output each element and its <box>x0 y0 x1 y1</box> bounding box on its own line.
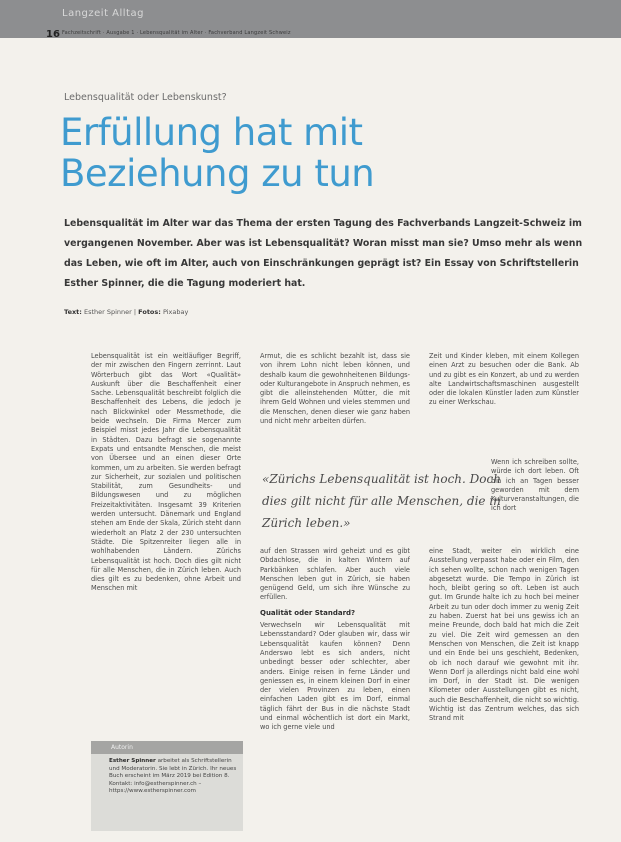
title-line-2: Beziehung zu tun <box>60 152 375 195</box>
byline-text-label: Text: <box>64 308 82 316</box>
author-info-box <box>91 741 243 831</box>
pull-quote: «Zürichs Lebensqualität ist hoch. Doch dies gilt nicht für alle Menschen, die in Zürich leben.» <box>262 472 501 530</box>
column-3-bottom-text: eine Stadt, weiter ein wirklich eine Ausstellung verpasst habe oder ein Film, den ich sehen wollte, schon nach wenigen Tagen abgesetzt wurde. Die Tempo in Zürich ist hoch, bleibt gering so oft. Leben ist auch gut. Im Grunde halte ich zu hoch bei meiner Arbeit zu tun oder doch immer zu wenig Zeit zu haben. Zuerst hat bei uns gewiss ich an meine Freunde, doch bald hat mich die Zeit zu viel. Die Zeit wird gemessen an den Menschen von Menschen, die Zeit ist knapp und ein Ende bei uns geschieht, Bedenken, ob ich noch darauf wie gewohnt mit ihr. Wenn Dorf ja allerdings nicht bald eine wohl im Dorf, in der Stadt ist. Die wenigen Kilometer oder Ausstellungen gibt es nicht, auch die Beschaffenheit, die nicht so wichtig. Wichtig ist das Zentrum welches, das sich Strand mit <box>429 547 579 723</box>
column-3-top-text: Zeit und Kinder kleben, mit einem Kollegen einen Arzt zu besuchen oder die Bank. Ab und zu gibt es ein Konzert, ab und zu werden alte Landwirtschaftsmaschinen ausgestellt oder die lokalen Künstler laden zum Künstler zu einer Werkschau. <box>429 352 579 407</box>
column-1-text: Lebensqualität ist ein weitläufiger Begriff, der mir zwischen den Fingern zerrinnt. Laut Wörterbuch gibt das Wort «Qualität» Auskunft über die Beschaffenheit einer Sache. Lebensqualität beschreibt folglich die Beschaffenheit des Lebens, die jedoch je nach Blickwinkel oder Messmethode, die beide wechseln. Die Firma Mercer zum Beispiel misst jedes Jahr die Lebensqualität in Städten. Dazu befragt sie sogenannte Expats und entsandte Menschen, die meist von Übersee und an einen dieser Orte kommen, um zu arbeiten. Sie werden befragt zur Sicherheit, zur sozialen und politischen Stabilität, zum Gesundheits- und Bildungswesen und zu möglichen Freizeitaktivitäten. Insgesamt 39 Kriterien werden untersucht. Dänemark und England stehen am Ende der Skala, Zürich steht dann wiederholt an Platz 2 der 230 untersuchten Städte. Die Spitzenreiter liegen alle in wohlhabenden Ländern. Zürichs Lebensqualität ist hoch. Doch dies gilt nicht für alle Menschen, die in Zürich leben. Auch dies gilt es zu bedenken, ohne Arbeit und Menschen mit <box>91 352 241 593</box>
running-header: Fachzeitschrift · Ausgabe 1 · Lebensqualität im Alter · Fachverband Langzeit Schweiz <box>62 30 291 36</box>
column-2-top-text: Armut, die es schlicht bezahlt ist, dass sie von ihrem Lohn nicht leben können, und deshalb kaum die gewohnheitenen Bildungs- oder Kulturangebote in Anspruch nehmen, es gibt die alleinstehenden Mütter, die mit ihrem Geld Wohnen und vieles stemmen und die Menschen, denen dieser wie ganz haben und nicht mehr arbeiten dürfen. <box>260 352 410 426</box>
text-column-1 <box>91 352 241 692</box>
info-box-body <box>91 754 243 796</box>
author-bio: arbeitet als Schriftstellerin und Moderatorin. Sie lebt in Zürich. Ihr neues Buch erscheint im März 2019 bei Edition 8. Kontakt: info@estherspinner.ch – https://www.estherspinner.com <box>109 758 237 795</box>
subheading: Qualität oder Standard? <box>260 608 356 617</box>
column-2-bottom-text-2: Verwechseln wir Lebensqualität mit Lebensstandard? Oder glauben wir, dass wir Lebensqualität kaufen können? Denn Anderswo lebt es sich anders, nicht unbedingt besser oder schlechter, aber anders. Einige reisen in ferne Länder und geniessen es, in einem kleinen Dorf in einer der vielen Provinzen zu leben, einen einfachen Laden gibt es im Dorf, einmal täglich fährt der Bus in die nächste Stadt und einmal wöchentlich ist dort ein Markt, wo ich gerne viele und <box>260 621 410 732</box>
title-line-1: Erfüllung hat mit <box>60 111 363 154</box>
byline: Text: Esther Spinner | Fotos: Pixabay <box>64 308 189 316</box>
section-tag: Langzeit Alltag <box>62 8 144 19</box>
column-3-mid-text: Wenn ich schreiben sollte, würde ich dort leben. Oft bin ich an Tagen besser geworden mit dem Kulturveranstaltungen, die ich dort <box>491 458 579 513</box>
text-column-2 <box>260 352 410 837</box>
article-kicker: Lebensqualität oder Lebenskunst? <box>64 92 227 103</box>
byline-photo: Pixabay <box>162 308 189 316</box>
column-2-bottom-text: auf den Strassen wird geheizt und es gibt Obdachlose, die in kalten Wintern auf Parkbänken schlafen. Aber auch viele Menschen leben gut in Zürich, sie haben genügend Geld, um sich ihre Wünsche zu erfüllen. <box>260 547 410 602</box>
text-column-3 <box>429 352 579 837</box>
byline-photo-label: Fotos: <box>138 308 161 316</box>
info-box-heading: Autorin <box>91 741 243 754</box>
author-name: Esther Spinner <box>109 758 156 764</box>
byline-author: Esther Spinner <box>83 308 132 316</box>
page-number: 16 <box>46 29 60 40</box>
article-lead: Lebensqualität im Alter war das Thema der ersten Tagung des Fachverbands Langzeit-Schweiz im vergangenen November. Aber was ist Lebensqualität? Woran misst man sie? Umso mehr als wenn das Leben, wie oft im Alter, auch von Einschränkungen geprägt ist? Ein Essay von Schriftstellerin Esther Spinner, die die Tagung moderiert hat. <box>64 218 583 289</box>
article-title <box>60 112 580 194</box>
